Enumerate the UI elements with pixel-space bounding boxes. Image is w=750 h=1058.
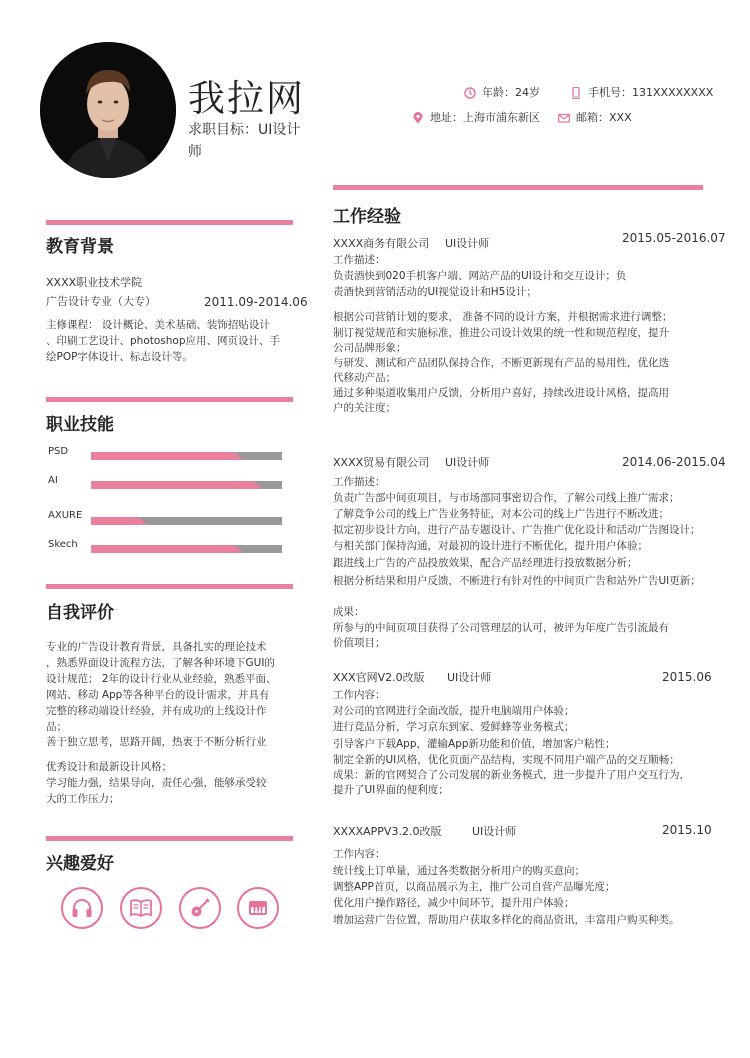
self-eval-line: 设计规范； 2年的设计行业从业经验，熟悉平面、 bbox=[46, 673, 277, 685]
job-line: 提升了UI界面的便利度； bbox=[333, 784, 449, 796]
objective-line2: 师 bbox=[188, 144, 202, 160]
courses-line: 主修课程： 设计概论、美术基础、装饰招贴设计 bbox=[46, 319, 270, 331]
avatar-portrait bbox=[40, 42, 176, 178]
education-bar bbox=[46, 220, 293, 225]
self-eval-line: 大的工作压力； bbox=[46, 793, 120, 805]
avatar bbox=[40, 42, 176, 178]
skill-level-ai bbox=[91, 481, 263, 489]
skill-name-skech: Skech bbox=[48, 539, 78, 550]
job-line: 责酒快到营销活动的UI视觉设计和H5设计； bbox=[333, 286, 537, 298]
job-line: 统计线上订单量，通过各类数据分析用户的购买意向； bbox=[333, 865, 585, 877]
self-eval-line: 网站、移动 App等各种平台的设计需求，并具有 bbox=[46, 689, 270, 701]
clock-icon bbox=[464, 87, 476, 99]
job-role: UI设计师 bbox=[472, 825, 517, 838]
education-title: 教育背景 bbox=[46, 237, 114, 257]
job-line: 户的关注度； bbox=[333, 402, 396, 414]
job-line: 与研发、测试和产品团队保持合作，不断更新现有产品的易用性，优化迭 bbox=[333, 357, 669, 369]
mail-icon bbox=[558, 112, 570, 124]
job-line: 工作描述： bbox=[333, 254, 386, 266]
skill-bar-psd bbox=[91, 452, 282, 460]
skills-title: 职业技能 bbox=[46, 415, 114, 435]
skill-bar-skech bbox=[91, 545, 282, 553]
job-line: 引导客户下载App，灌输App新功能和价值，增加客户粘性； bbox=[333, 738, 616, 750]
job-period: 2015.05-2016.07 bbox=[622, 231, 726, 245]
self-eval-line: 优秀设计和最新设计风格； bbox=[46, 761, 172, 773]
job-line: 工作内容： bbox=[333, 848, 386, 860]
job-period: 2015.10 bbox=[662, 823, 712, 837]
job-period: 2014.06-2015.04 bbox=[622, 455, 726, 469]
job-line: 制订视觉规范和实施标准，推进公司设计效果的统一性和规范程度，提升 bbox=[333, 327, 669, 339]
work-bar bbox=[333, 185, 703, 190]
skill-name-ai: AI bbox=[48, 475, 58, 486]
job-line: 代移动产品； bbox=[333, 372, 396, 384]
self-eval-line: 品； bbox=[46, 721, 67, 733]
self-eval-title: 自我评价 bbox=[46, 603, 114, 623]
job-company: XXXX贸易有限公司 bbox=[333, 456, 430, 469]
skill-bar-axure bbox=[91, 517, 282, 525]
location-pin-icon bbox=[412, 112, 424, 124]
self-eval-line: 专业的广告设计教育背景，具备扎实的理论技术 bbox=[46, 641, 267, 653]
job-company: XXX官网V2.0改版 bbox=[333, 671, 425, 684]
job-company: XXXX商务有限公司 bbox=[333, 237, 430, 250]
major: 广告设计专业（大专） bbox=[46, 295, 156, 308]
job-line: 制定全新的UI风格，优化页面产品结构，实现不同用户端产品的交互顺畅； bbox=[333, 754, 680, 766]
info-address bbox=[412, 109, 540, 125]
job-line: 拟定初步设计方向，进行产品专题设计、广告推广优化设计和活动广告图设计； bbox=[333, 524, 701, 536]
phone-icon bbox=[570, 87, 582, 99]
hobbies-bar bbox=[46, 836, 293, 841]
self-eval-line: 善于独立思考，思路开阔，热衷于不断分析行业 bbox=[46, 736, 267, 748]
skills-bar bbox=[46, 397, 293, 402]
job-line: 工作内容： bbox=[333, 689, 386, 701]
info-phone bbox=[570, 84, 713, 100]
education-period: 2011.09-2014.06 bbox=[204, 295, 308, 309]
job-line: 跟进线上广告的产品投放效果，配合产品经理进行投放数据分析； bbox=[333, 557, 638, 569]
book-icon bbox=[120, 887, 162, 929]
job-line: 根据分析结果和用户反馈，不断进行有针对性的中间页广告和站外广告UI更新； bbox=[333, 575, 701, 587]
job-line: 负责酒快到020手机客户端、网站产品的UI设计和交互设计；负 bbox=[333, 270, 627, 282]
phone-text: 手机号：131XXXXXXXX bbox=[588, 86, 714, 99]
self-eval-bar bbox=[46, 584, 293, 589]
info-email bbox=[558, 109, 632, 125]
courses-line: 、印刷工艺设计、photoshop应用、网页设计、手 bbox=[46, 335, 280, 347]
skill-name-axure: AXURE bbox=[48, 510, 83, 521]
work-title: 工作经验 bbox=[333, 207, 401, 227]
skill-level-psd bbox=[91, 452, 244, 460]
job-line: 根据公司营销计划的要求， 准备不同的设计方案，并根据需求进行调整； bbox=[333, 311, 673, 323]
school-name: XXXX职业技术学院 bbox=[46, 276, 143, 289]
job-role: UI设计师 bbox=[445, 237, 490, 250]
job-line: 增加运营广告位置，帮助用户获取多样化的商品资讯，丰富用户购买种类。 bbox=[333, 914, 680, 926]
job-line: 价值项目； bbox=[333, 637, 386, 649]
job-line: 成果： bbox=[333, 606, 365, 618]
skill-bar-ai bbox=[91, 481, 282, 489]
job-line: 与相关部门保持沟通，对最初的设计进行不断优化，提升用户体验； bbox=[333, 540, 648, 552]
job-period: 2015.06 bbox=[662, 670, 712, 684]
skill-level-skech bbox=[91, 545, 244, 553]
job-line: 进行竞品分析，学习京东到家、爱鲜蜂等业务模式； bbox=[333, 721, 575, 733]
job-role: UI设计师 bbox=[447, 671, 492, 684]
piano-icon bbox=[237, 887, 279, 929]
hobbies-title: 兴趣爱好 bbox=[46, 854, 114, 874]
job-line: 了解竞争公司的线上广告业务特征，对本公司的线上广告进行不断改进； bbox=[333, 508, 669, 520]
job-line: 工作描述： bbox=[333, 476, 386, 488]
address-text: 地址：上海市浦东新区 bbox=[430, 111, 540, 124]
candidate-name: 我拉网 bbox=[188, 77, 305, 120]
self-eval-line: ，熟悉界面设计流程方法，了解各种环境下GUI的 bbox=[46, 657, 275, 669]
courses-line: 绘POP字体设计、标志设计等。 bbox=[46, 351, 193, 363]
email-text: 邮箱：XXX bbox=[576, 111, 632, 124]
self-eval-line: 学习能力强，结果导向，责任心强，能够承受较 bbox=[46, 777, 267, 789]
job-line: 调整APP首页，以商品展示为主，推广公司自营产品曝光度； bbox=[333, 881, 616, 893]
job-line: 通过多种渠道收集用户反馈，分析用户喜好，持续改进设计风格，提高用 bbox=[333, 387, 669, 399]
job-line: 对公司的官网进行全面改版，提升电脑端用户体验； bbox=[333, 705, 575, 717]
job-line: 所参与的中间页项目获得了公司管理层的认可，被评为年度广告引流最有 bbox=[333, 622, 669, 634]
skill-name-psd: PSD bbox=[48, 446, 69, 457]
objective-line1: 求职目标：UI设计 bbox=[188, 122, 301, 138]
skill-level-axure bbox=[91, 517, 148, 525]
job-line: 优化用户操作路径，减少中间环节，提升用户体验； bbox=[333, 897, 575, 909]
job-line: 负责广告部中间页项目，与市场部同事密切合作，了解公司线上推广需求； bbox=[333, 492, 680, 504]
self-eval-line: 完整的移动端设计经验，并有成功的上线设计作 bbox=[46, 705, 267, 717]
headphones-icon bbox=[61, 887, 103, 929]
job-company: XXXXAPPV3.2.0改版 bbox=[333, 825, 442, 838]
age-text: 年龄：24岁 bbox=[482, 86, 540, 99]
guitar-icon bbox=[179, 887, 221, 929]
info-age bbox=[464, 84, 540, 100]
job-line: 公司品牌形象； bbox=[333, 342, 407, 354]
job-line: 成果：新的官网契合了公司发展的新业务模式，进一步提升了用户交互行为， bbox=[333, 769, 690, 781]
job-role: UI设计师 bbox=[445, 456, 490, 469]
